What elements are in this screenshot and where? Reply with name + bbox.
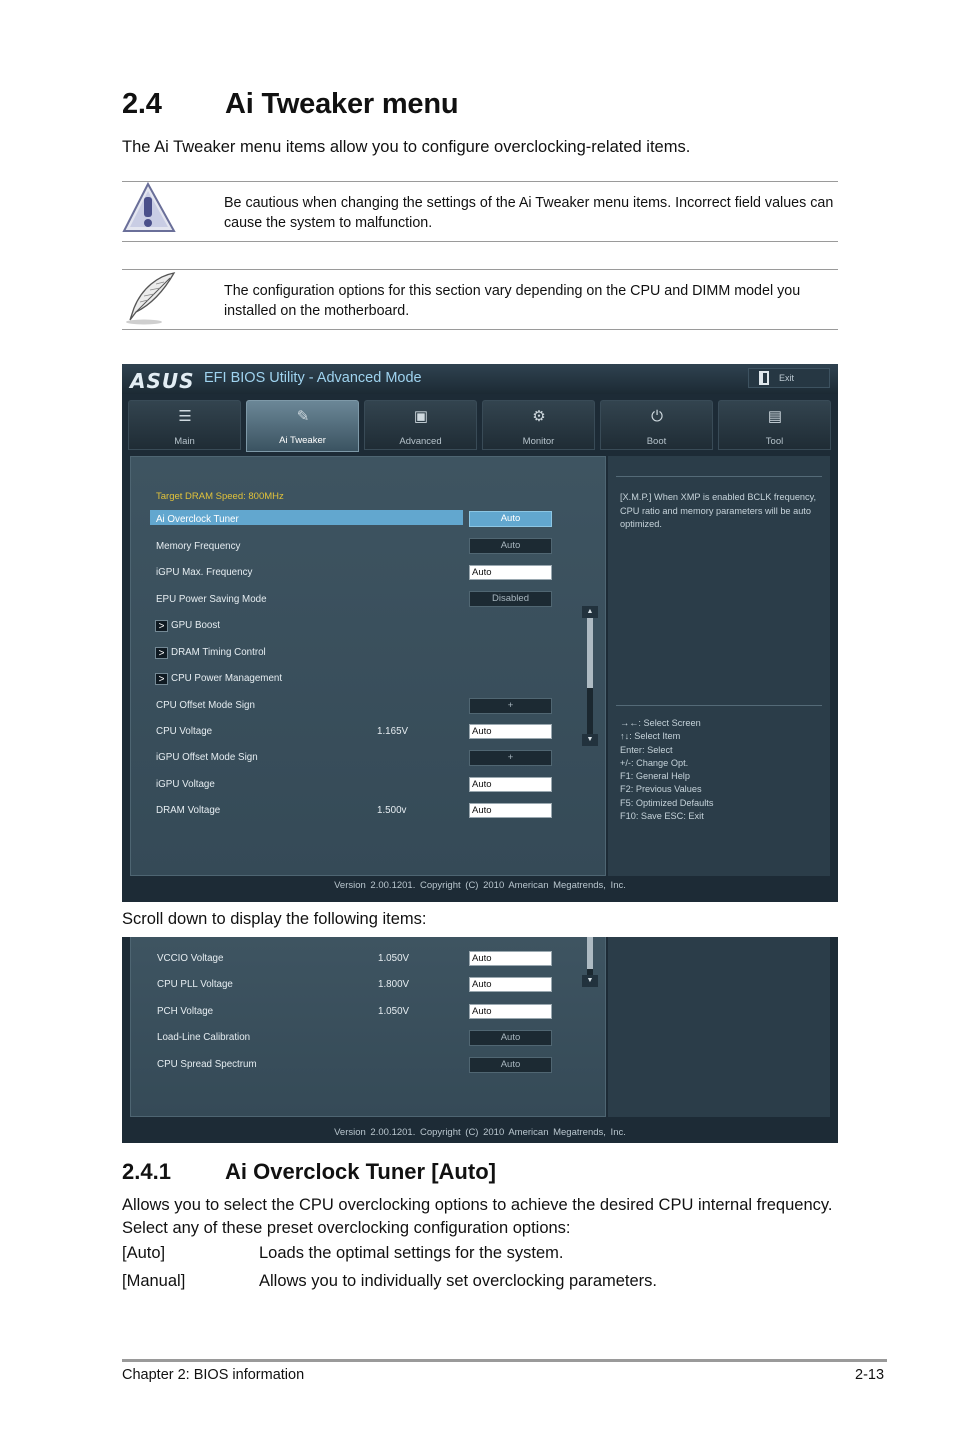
submenu-arrow-icon: > [155,647,168,659]
key-hint: F2: Previous Values [620,784,702,795]
key-hint: ↑↓: Select Item [620,731,681,742]
tab-ai-tweaker[interactable] [246,400,359,452]
submenu-cpu-power-management[interactable]: CPU Power Management [171,673,283,684]
footer-chapter: Chapter 2: BIOS information [122,1367,305,1383]
cpu-pll-voltage-value: 1.800V [378,979,410,990]
item-igpu-max-frequency[interactable]: iGPU Max. Frequency [156,567,253,578]
cpu-spread-spectrum-select[interactable]: Auto [469,1057,552,1073]
epu-power-saving-select[interactable]: Disabled [469,591,552,607]
exit-label: Exit [779,373,795,383]
target-dram-speed: Target DRAM Speed: 800MHz [156,491,284,502]
scrollbar-thumb[interactable] [587,937,593,969]
vccio-voltage-input[interactable]: Auto [469,951,552,966]
bios-title: EFI BIOS Utility - Advanced Mode [204,370,422,386]
item-epu-power-saving-mode[interactable]: EPU Power Saving Mode [156,594,267,605]
item-pch-voltage[interactable]: PCH Voltage [157,1006,214,1017]
option-auto [122,1244,564,1263]
subsection-number: 2.4.1 [122,1159,171,1184]
option-key: [Auto] [122,1244,166,1262]
scroll-caption: Scroll down to display the following items: [122,910,427,928]
tab-label: Ai Tweaker [279,435,326,446]
key-hint: F1: General Help [620,771,690,782]
scroll-down-icon[interactable]: ▼ [582,734,598,746]
item-cpu-spread-spectrum[interactable]: CPU Spread Spectrum [157,1059,257,1070]
exit-icon [759,371,769,385]
key-hint: →←: Select Screen [620,718,701,728]
help-divider [616,476,822,477]
key-hint: F10: Save ESC: Exit [620,811,704,822]
key-hint: Enter: Select [620,744,673,755]
scrollbar-thumb[interactable] [587,618,593,688]
tab-advanced[interactable] [364,400,477,450]
tab-label: Tool [765,436,784,447]
option-key: [Manual] [122,1272,186,1290]
info-text: The configuration options for this section vary depending on the CPU and DIMM model you installed on the motherboard. [224,283,801,319]
item-igpu-voltage[interactable]: iGPU Voltage [156,779,215,790]
tab-main[interactable] [128,400,241,450]
item-dram-voltage[interactable]: DRAM Voltage [156,805,221,816]
submenu-gpu-boost[interactable]: GPU Boost [171,620,221,631]
cpu-voltage-value: 1.165V [377,726,409,737]
submenu-dram-timing-control[interactable]: DRAM Timing Control [171,647,266,658]
tab-monitor[interactable] [482,400,595,450]
item-cpu-pll-voltage[interactable]: CPU PLL Voltage [157,979,233,990]
tab-label: Boot [646,436,667,447]
igpu-voltage-input[interactable]: Auto [469,777,552,792]
pch-voltage-input[interactable]: Auto [469,1004,552,1019]
key-hint: +/-: Change Opt. [620,757,689,768]
item-vccio-voltage[interactable]: VCCIO Voltage [157,953,224,964]
caution-note [122,181,838,242]
asus-logo: ASUS [130,369,195,393]
igpu-offset-sign-select[interactable]: + [469,750,552,766]
subsection-paragraph: Allows you to select the CPU overclocking options to achieve the desired CPU internal frequency. Select any of these preset overclocking configuration options: [122,1196,833,1237]
tab-label: Main [174,436,195,447]
item-igpu-offset-mode-sign[interactable]: iGPU Offset Mode Sign [156,752,258,763]
tool-icon: ▤ [767,408,783,425]
option-manual [122,1272,657,1291]
dram-voltage-value: 1.500v [377,805,407,816]
ai-overclock-tuner-select[interactable]: Auto [469,511,552,527]
cpu-voltage-input[interactable]: Auto [469,724,552,739]
tab-label: Monitor [522,436,555,447]
section-heading [122,88,458,121]
advanced-icon: ▣ [413,408,429,425]
caution-icon [122,181,178,237]
memory-frequency-select[interactable]: Auto [469,538,552,554]
load-line-calibration-select[interactable]: Auto [469,1030,552,1046]
exit-button[interactable] [748,368,830,388]
item-load-line-calibration[interactable]: Load-Line Calibration [157,1032,251,1043]
igpu-max-frequency-input[interactable]: Auto [469,565,552,580]
subsection-title: Ai Overclock Tuner [Auto] [225,1159,496,1184]
scroll-up-icon[interactable]: ▲ [582,606,598,618]
power-icon: ⏻ [651,408,663,425]
submenu-arrow-icon: > [155,673,168,685]
info-note [122,269,838,330]
section-title: Ai Tweaker menu [225,88,459,120]
bios-version-footer: Version 2.00.1201. Copyright (C) 2010 American Megatrends, Inc. [334,1127,626,1138]
footer-rule [122,1359,887,1362]
tab-boot[interactable] [600,400,713,450]
key-hint: F5: Optimized Defaults [620,797,714,808]
vccio-voltage-value: 1.050V [378,953,410,964]
list-icon: ☰ [178,408,192,425]
subsection-heading [122,1159,496,1185]
cpu-offset-sign-select[interactable]: + [469,698,552,714]
tab-label: Advanced [399,436,442,447]
tweaker-icon: ✎ [296,408,310,425]
keys-divider [616,705,822,706]
section-intro: The Ai Tweaker menu items allow you to configure overclocking-related items. [122,138,691,156]
footer-page-number: 2-13 [855,1367,885,1383]
item-cpu-voltage[interactable]: CPU Voltage [156,726,213,737]
bios-window-scrolled [122,937,838,1143]
bios-window [122,364,838,902]
section-number: 2.4 [122,88,162,120]
scroll-down-icon[interactable]: ▼ [582,975,598,987]
bios-title-bar [122,364,838,394]
help-text: [X.M.P.] When XMP is enabled BCLK frequency, CPU ratio and memory parameters will be auto optimized. [620,492,817,529]
submenu-arrow-icon: > [155,620,168,632]
bios-version-footer: Version 2.00.1201. Copyright (C) 2010 American Megatrends, Inc. [334,880,626,891]
caution-text: Be cautious when changing the settings of the Ai Tweaker menu items. Incorrect field values can cause the system to malfunction. [224,195,834,231]
option-desc: Loads the optimal settings for the system. [259,1244,564,1262]
monitor-icon: ⚙ [532,408,546,425]
pch-voltage-value: 1.050V [378,1006,410,1017]
cpu-pll-voltage-input[interactable]: Auto [469,977,552,992]
help-panel [608,937,830,1117]
option-desc: Allows you to individually set overclocking parameters. [259,1272,658,1290]
tab-tool[interactable] [718,400,831,450]
bios-tabs [128,400,832,452]
key-legend [620,717,820,823]
item-ai-overclock-tuner[interactable]: Ai Overclock Tuner [156,514,239,525]
quill-icon [122,270,178,326]
item-memory-frequency[interactable]: Memory Frequency [156,541,241,552]
dram-voltage-input[interactable]: Auto [469,803,552,818]
item-cpu-offset-mode-sign[interactable]: CPU Offset Mode Sign [156,700,255,711]
